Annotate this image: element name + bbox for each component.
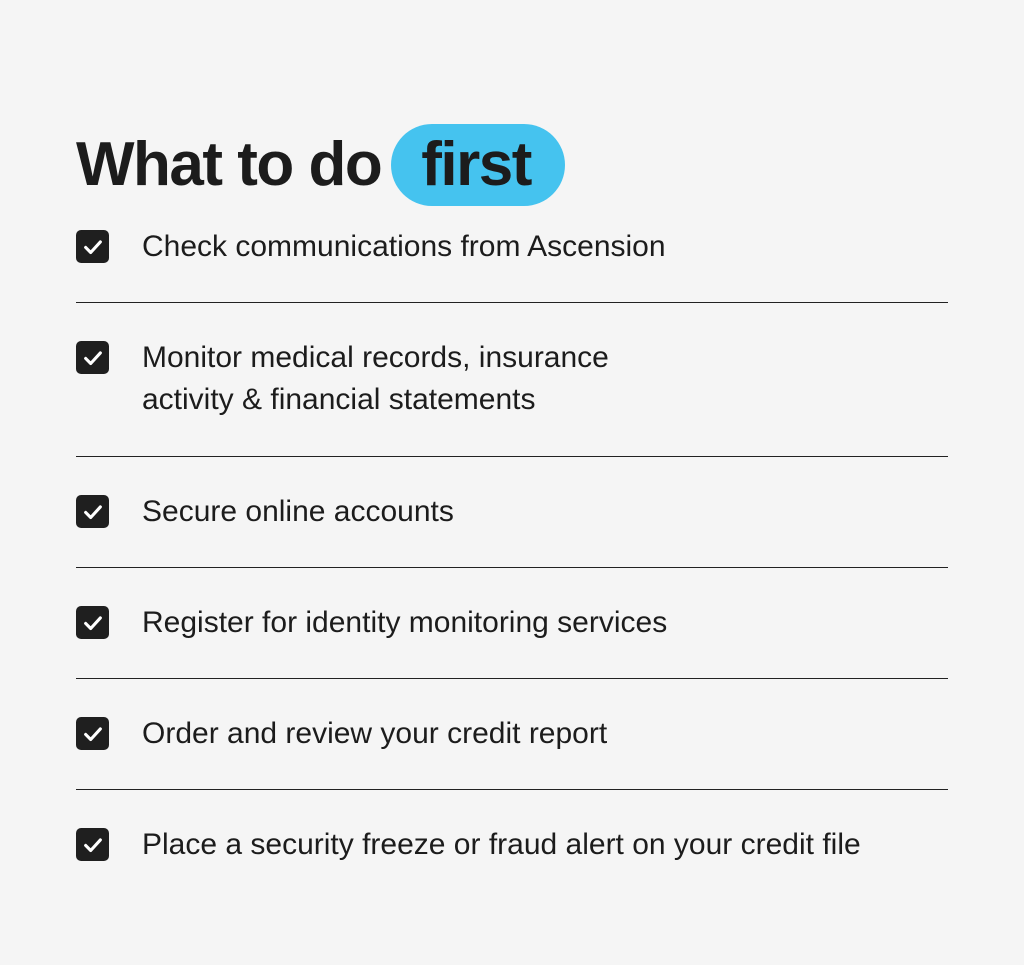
checklist-item-label: Secure online accounts: [142, 495, 454, 528]
checklist-item-security-freeze: [76, 790, 948, 901]
checked-checkbox-icon: [76, 495, 109, 528]
checklist-item-secure-accounts: [76, 457, 948, 568]
checklist-item-label: Check communications from Ascension: [142, 230, 666, 263]
title-highlight-pill: first: [391, 124, 565, 206]
checklist-item-identity-monitoring: [76, 568, 948, 679]
title-text: What to do: [76, 130, 382, 200]
checked-checkbox-icon: [76, 828, 109, 861]
checklist-item-label: Order and review your credit report: [142, 717, 608, 750]
checklist-item-monitor-records: [76, 303, 948, 457]
checked-checkbox-icon: [76, 606, 109, 639]
checklist-item-label: Place a security freeze or fraud alert on your credit file: [142, 828, 861, 861]
checklist: [76, 192, 948, 901]
checklist-item-label: Register for identity monitoring services: [142, 606, 668, 639]
checked-checkbox-icon: [76, 717, 109, 750]
checked-checkbox-icon: [76, 230, 109, 263]
checklist-item-label: Monitor medical records, insurance activity & financial statements: [142, 341, 609, 416]
checklist-item-credit-report: [76, 679, 948, 790]
checklist-item-communications: [76, 192, 948, 303]
checked-checkbox-icon: [76, 341, 109, 374]
